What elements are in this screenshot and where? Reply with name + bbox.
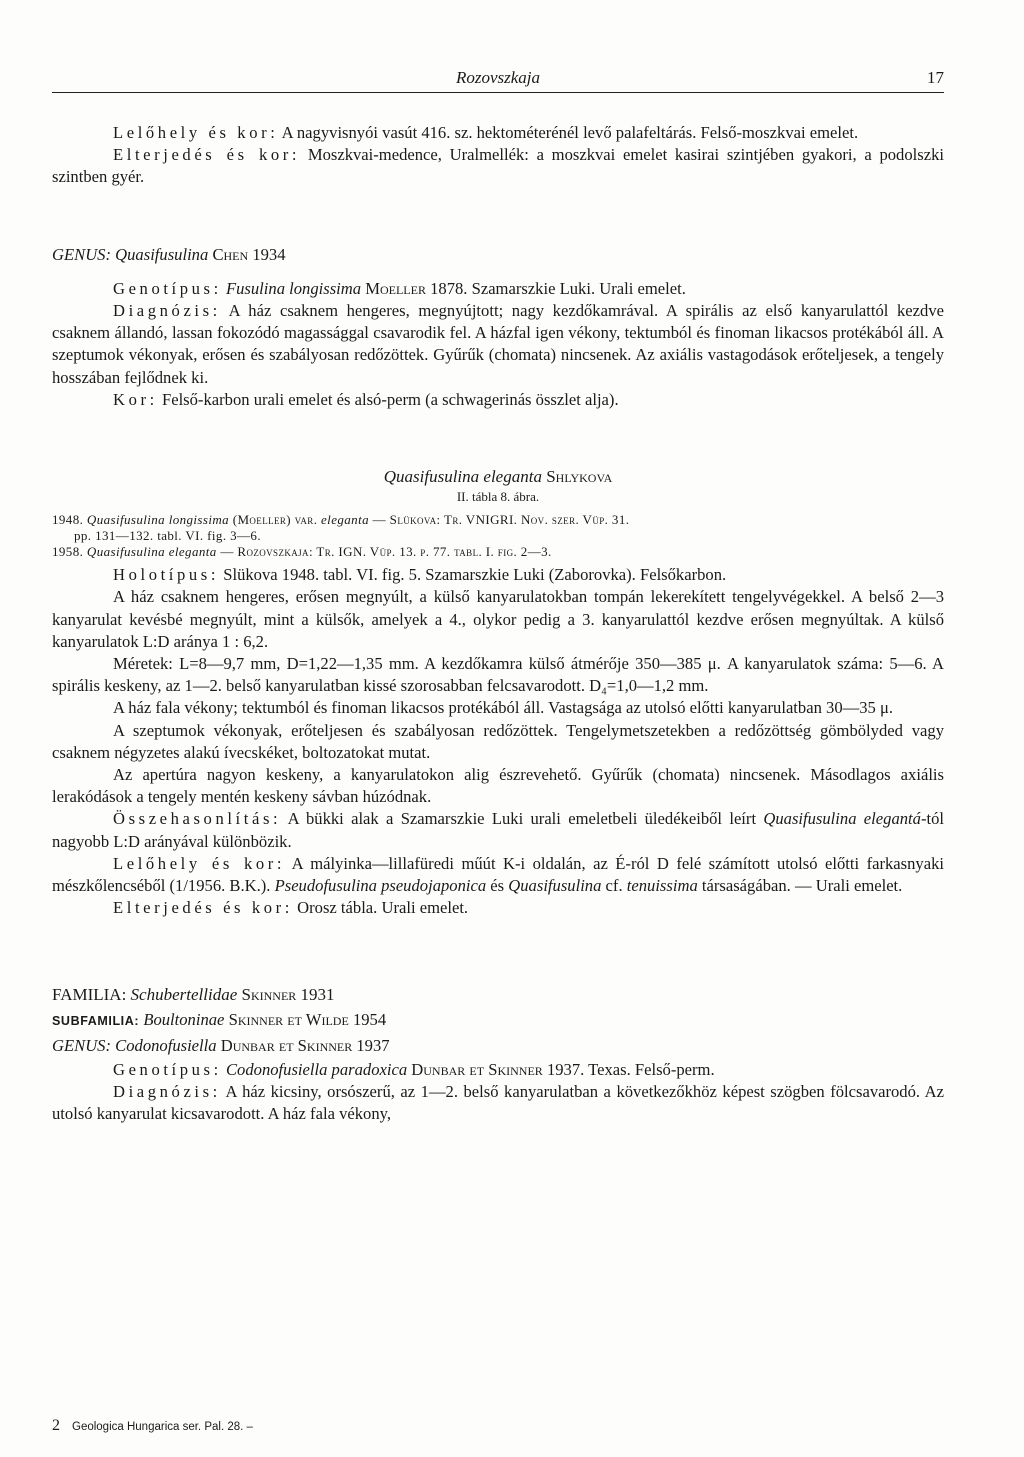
paragraph-diagnozis: Diagnózis: A ház csaknem hengeres, megnyújtott; nagy kezdőkamrával. A spirális az első kanyarulattól kezdve csaknem állandó, lassan fokozódó magassággal csavarodik fel. A házfal igen vékony, tektumból és finoman likacsos protékából áll. A szeptumok vékonyak, erősen és szabályosan redőzöttek. Gyűrűk (chomata) nincsenek. Az axiális vastagodások erőteljesek, a tengely hosszában fejlődnek ki. [52,301,944,387]
paragraph-description-1: A ház csaknem hengeres, erősen megnyúlt, a külső kanyarulatokban tompán lekerekített tengelyvégekkel. A belső 2—3 kanyarulat kevésbé megnyúlt, mint a külsők, amelyek a 4., olykor pedig a 3. kanyarulattól kezdve erősen megnyúltak. A külső kanyarulatok L:D aránya 1 : 6,2. [52,587,944,651]
synonymy-entry: 1948. Quasifusulina longissima (Moeller) var. eleganta — Slükova: Tr. VNIGRI. Nov. szer. Vüp. 31. [52,512,630,528]
paragraph-elterjedes-2: Elterjedés és kor: Orosz tábla. Urali emelet. [113,898,469,918]
genus-heading: GENUS: Quasifusulina Chen 1934 [52,244,286,264]
footer-text: Geologica Hungarica ser. Pal. 28. – [72,1421,253,1433]
running-title: Rozovszkaja [455,68,541,87]
synonymy-list [52,512,944,560]
paragraph-lelohely-2: Lelőhely és kor: A mályinka—lillafüredi műút K-i oldalán, az É-ról D felé számított utolsó előtti farkasnyaki mészkőlencséből (1/1956. B.K.). Pseudofusulina pseudojaponica és Quasifusulina cf. tenuissima társaságában. — Urali emelet. [52,853,944,896]
paragraph-kor: Kor: Felső-karbon urali emelet és alsó-perm (a schwagerinás összlet alja). [113,389,619,409]
paragraph-diagnozis-2: Diagnózis: A ház kicsiny, orsószerű, az 1—2. belső kanyarulatban a következőkhöz képest szögben fölcsavarodó. Az utolsó kanyarulat kicsavarodott. A ház fala vékony, [52,1082,944,1124]
page-header [52,66,944,93]
footer-number: 2 [52,1417,60,1434]
page-number: 17 [927,68,944,87]
genus-heading-2: GENUS: Codonofusiella Dunbar et Skinner 1937 [52,1035,390,1055]
paragraph-description-4: A szeptumok vékonyak, erőteljesen és szabályosan redőzöttek. Tengelymetszetekben a redőzöttség gömbölyded vagy csaknem négyzetes alakú ívecskéket, boltozatokat mutat. [52,720,944,762]
paragraph-holotipus: Holotípus: Slükova 1948. tabl. VI. fig. 5. Szamarszkie Luki (Zaborovka). Felsőkarbon. [113,565,727,585]
paragraph-lelohely: Lelőhely és kor: A nagyvisnyói vasút 416. sz. hektométerénél levő palafeltárás. Felső-moszkvai emelet. [113,123,859,142]
page-body [52,122,944,1126]
familia-heading: FAMILIA: Schubertellidae Skinner 1931 [52,985,335,1005]
synonymy-entry-cont: pp. 131—132. tabl. VI. fig. 3—6. [74,528,261,544]
paragraph-genotipus-2: Genotípus: Codonofusiella paradoxica Dunbar et Skinner 1937. Texas. Felső-perm. [113,1059,715,1079]
paragraph-description-2: Méretek: L=8—9,7 mm, D=1,22—1,35 mm. A kezdőkamra külső átmérője 350—385 μ. A kanyarulatok száma: 5—6. A spirális keskeny, az 1—2. belső kanyarulatban kissé szorosabban felcsavarodott. D₄=1,0—1,2 mm. [52,654,944,696]
plate-reference: II. tábla 8. ábra. [456,489,540,505]
species-title: Quasifusulina eleganta Shlykova [383,467,613,487]
paragraph-elterjedes: Elterjedés és kor: Moszkvai-medence, Uralmellék: a moszkvai emelet kasirai szintjében gyakori, a podolszki szintben gyér. [52,145,944,187]
subfamilia-heading: SUBFAMILIA: Boultoninae Skinner et Wilde 1954 [52,1010,387,1030]
paragraph-description-3: A ház fala vékony; tektumból és finoman likacsos protékából áll. Vastagsága az utolsó előtti kanyarulatban 30—35 μ. [113,698,894,718]
synonymy-entry: 1958. Quasifusulina eleganta — Rozovszkaja: Tr. IGN. Vüp. 13. p. 77. tabl. I. fig. 2—3. [52,544,552,560]
paragraph-description-5: Az apertúra nagyon keskeny, a kanyarulatokon alig észrevehető. Gyűrűk (chomata) nincsenek. Másodlagos axiális lerakódások a tengely mentén keskeny sávban húzódnak. [52,765,944,807]
paragraph-osszehasonlitas: Összehasonlítás: A bükki alak a Szamarszkie Luki urali emeletbeli üledékeiből leírt Quasifusulina elegantá-tól nagyobb L:D arányával különbözik. [52,809,944,851]
paragraph-genotipus: Genotípus: Fusulina longissima Moeller 1878. Szamarszkie Luki. Urali emelet. [113,278,686,298]
page-footer [52,1417,253,1435]
